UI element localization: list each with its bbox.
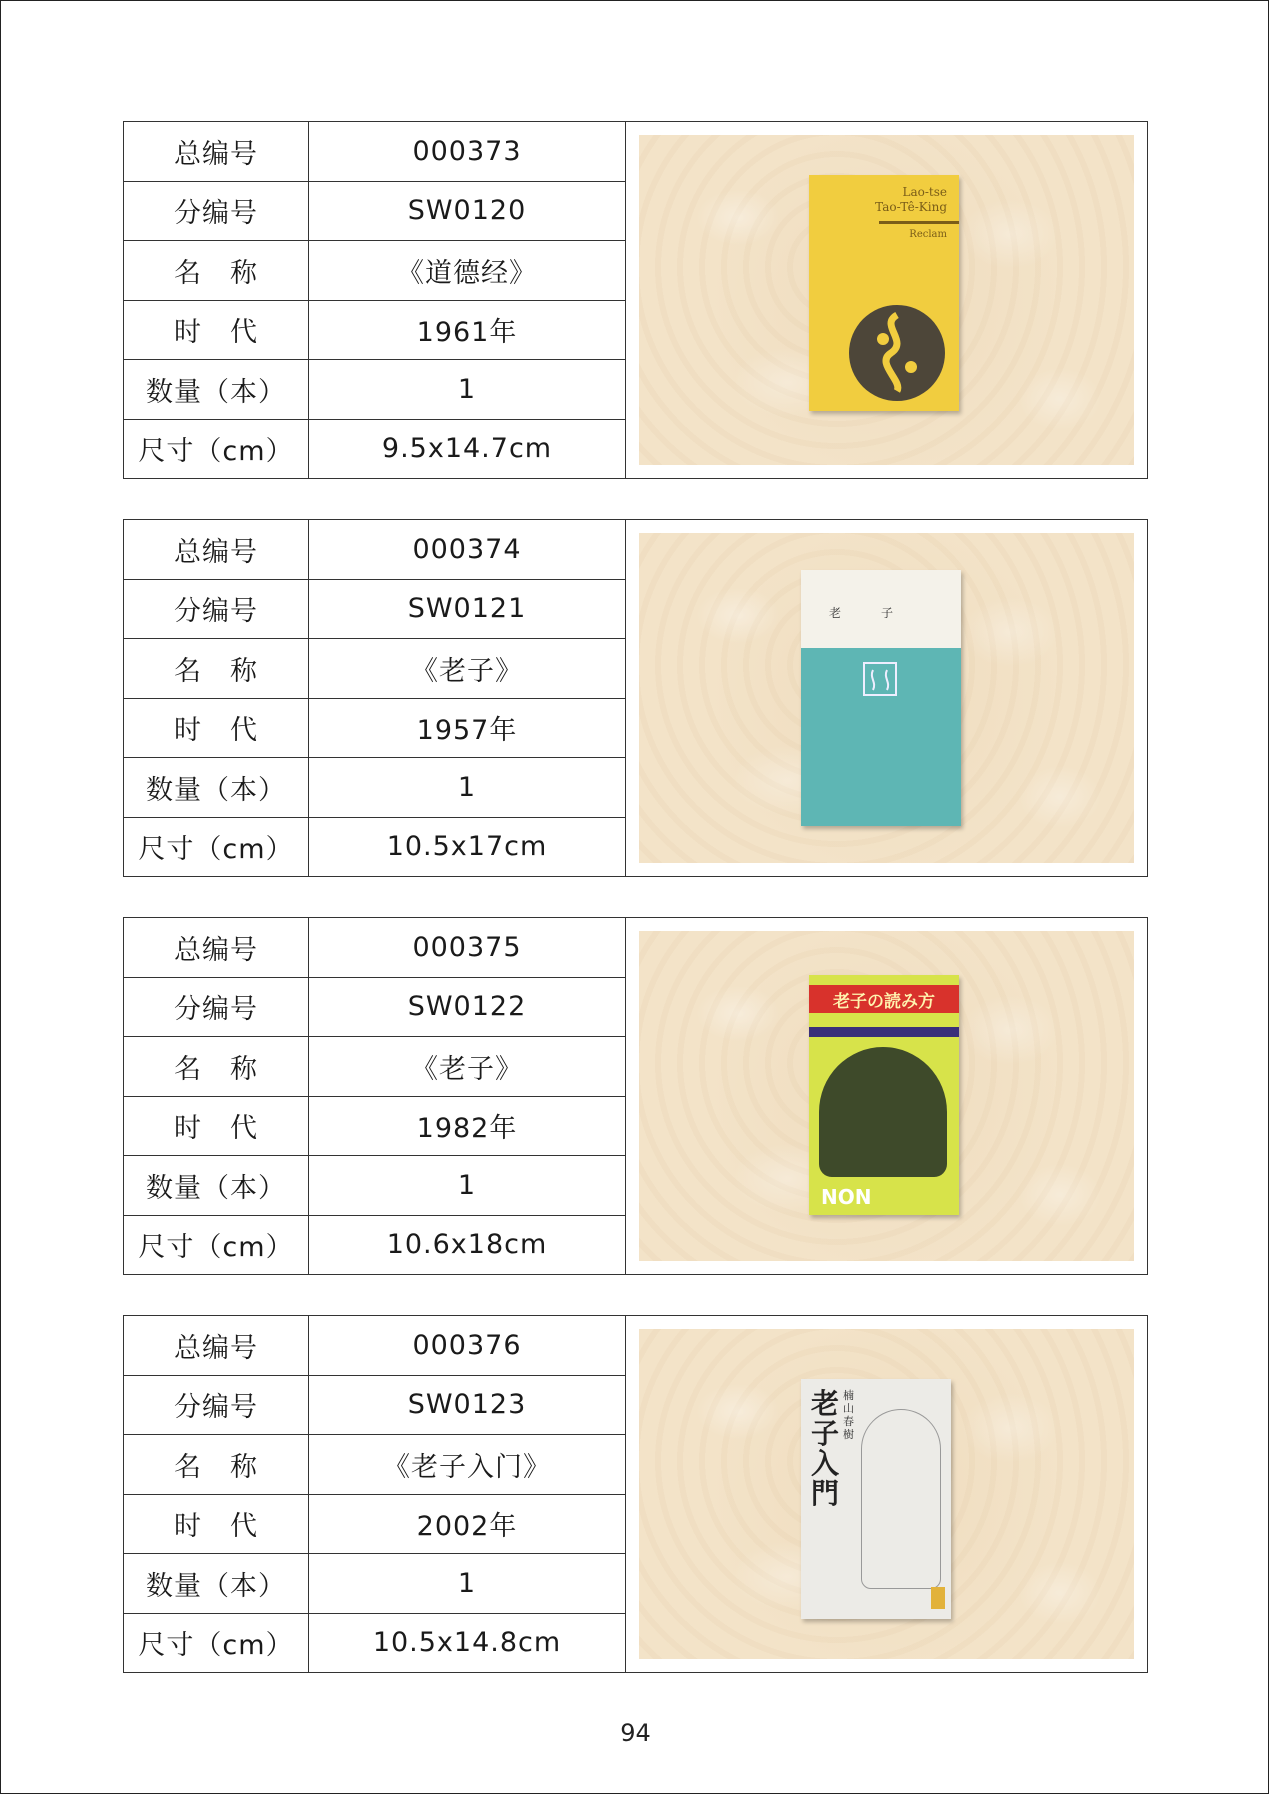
publisher-logo-icon <box>931 1587 945 1609</box>
field-row-size <box>124 1614 625 1673</box>
label-era: 时 代 <box>124 699 309 758</box>
cover-emblem-icon <box>863 662 897 696</box>
book-cover <box>801 570 961 826</box>
cover-book-title: Tao-Tê-King <box>875 200 947 214</box>
label-size: 尺寸（cm） <box>124 1614 309 1673</box>
label-size: 尺寸（cm） <box>124 420 309 479</box>
value-quantity: 1 <box>457 1567 477 1599</box>
value-name: 《老子》 <box>411 655 523 687</box>
label-sub-no: 分编号 <box>124 978 309 1037</box>
label-name: 名 称 <box>124 241 309 300</box>
value-total-no: 000375 <box>412 931 522 963</box>
value-total-no: 000376 <box>412 1329 522 1361</box>
field-row-size <box>124 818 625 877</box>
value-sub-no: SW0123 <box>407 1389 527 1421</box>
value-quantity: 1 <box>457 373 477 405</box>
field-row-size <box>124 420 625 479</box>
field-row-name <box>124 1435 625 1495</box>
field-row-quantity <box>124 1554 625 1614</box>
value-sub-no: SW0122 <box>407 991 527 1023</box>
book-cover <box>809 975 959 1215</box>
photo-cell <box>626 520 1147 876</box>
book-photo <box>639 135 1134 465</box>
cover-author: Lao-tse <box>902 185 947 199</box>
value-size: 9.5x14.7cm <box>381 433 553 465</box>
field-row-total-no <box>124 122 625 182</box>
portrait-sketch-icon <box>861 1409 941 1589</box>
record-card <box>123 1315 1148 1673</box>
label-size: 尺寸（cm） <box>124 818 309 877</box>
label-total-no: 总编号 <box>124 122 309 181</box>
field-row-sub-no <box>124 1376 625 1436</box>
value-total-no: 000374 <box>412 533 522 565</box>
record-card <box>123 917 1148 1275</box>
field-row-total-no <box>124 1316 625 1376</box>
value-size: 10.5x14.8cm <box>372 1627 562 1659</box>
cover-title-char: 老 <box>828 606 881 620</box>
photo-cell <box>626 918 1147 1274</box>
cover-series-logo: NON <box>821 1185 872 1209</box>
value-quantity: 1 <box>457 771 477 803</box>
book-cover <box>801 1379 951 1619</box>
field-row-quantity <box>124 360 625 420</box>
label-total-no: 总编号 <box>124 918 309 977</box>
value-quantity: 1 <box>457 1169 477 1201</box>
field-row-era <box>124 301 625 361</box>
value-size: 10.5x17cm <box>386 831 548 863</box>
label-quantity: 数量（本） <box>124 1156 309 1215</box>
label-era: 时 代 <box>124 1495 309 1554</box>
label-quantity: 数量（本） <box>124 360 309 419</box>
label-era: 时 代 <box>124 301 309 360</box>
field-row-total-no <box>124 520 625 580</box>
value-size: 10.6x18cm <box>386 1229 548 1261</box>
book-photo <box>639 533 1134 863</box>
value-era: 1957年 <box>416 715 518 747</box>
label-name: 名 称 <box>124 639 309 698</box>
label-sub-no: 分编号 <box>124 1376 309 1435</box>
field-row-name <box>124 1037 625 1097</box>
cover-title <box>801 604 961 621</box>
label-name: 名 称 <box>124 1037 309 1096</box>
label-era: 时 代 <box>124 1097 309 1156</box>
label-sub-no: 分编号 <box>124 580 309 639</box>
record-fields <box>124 122 626 478</box>
label-name: 名 称 <box>124 1435 309 1494</box>
record-fields <box>124 520 626 876</box>
label-sub-no: 分编号 <box>124 182 309 241</box>
book-photo <box>639 931 1134 1261</box>
portrait-illustration-icon <box>819 1047 947 1177</box>
photo-cell <box>626 122 1147 478</box>
cover-author-band <box>809 1027 959 1037</box>
record-fields <box>124 1316 626 1672</box>
book-photo <box>639 1329 1134 1659</box>
field-row-name <box>124 241 625 301</box>
field-row-quantity <box>124 1156 625 1216</box>
field-row-quantity <box>124 758 625 818</box>
cover-title: 老子の読み方 <box>833 992 935 1012</box>
value-era: 1982年 <box>416 1113 518 1145</box>
book-cover <box>809 175 959 411</box>
field-row-era <box>124 1495 625 1555</box>
cover-publisher: Reclam <box>909 229 947 240</box>
field-row-sub-no <box>124 182 625 242</box>
field-row-total-no <box>124 918 625 978</box>
record-card <box>123 519 1148 877</box>
label-quantity: 数量（本） <box>124 758 309 817</box>
record-card <box>123 121 1148 479</box>
field-row-sub-no <box>124 978 625 1038</box>
photo-cell <box>626 1316 1147 1672</box>
value-name: 《道德经》 <box>397 257 537 289</box>
field-row-name <box>124 639 625 699</box>
value-era: 2002年 <box>416 1511 518 1543</box>
value-name: 《老子入门》 <box>383 1451 551 1483</box>
label-total-no: 总编号 <box>124 1316 309 1375</box>
label-total-no: 总编号 <box>124 520 309 579</box>
field-row-sub-no <box>124 580 625 640</box>
record-fields <box>124 918 626 1274</box>
cover-title: 老子入門 <box>811 1387 840 1510</box>
field-row-era <box>124 699 625 759</box>
value-era: 1961年 <box>416 317 518 349</box>
field-row-era <box>124 1097 625 1157</box>
value-name: 《老子》 <box>411 1053 523 1085</box>
cover-rule <box>879 221 959 224</box>
page-number: 94 <box>620 1719 651 1747</box>
cover-author: 楠山春樹 <box>843 1389 854 1441</box>
label-size: 尺寸（cm） <box>124 1216 309 1275</box>
value-sub-no: SW0120 <box>407 195 527 227</box>
cover-title <box>875 185 947 215</box>
value-sub-no: SW0121 <box>407 593 527 625</box>
value-total-no: 000373 <box>412 135 522 167</box>
yin-yang-emblem-icon <box>849 305 945 401</box>
label-quantity: 数量（本） <box>124 1554 309 1613</box>
field-row-size <box>124 1216 625 1275</box>
cover-title-char: 子 <box>881 606 934 620</box>
